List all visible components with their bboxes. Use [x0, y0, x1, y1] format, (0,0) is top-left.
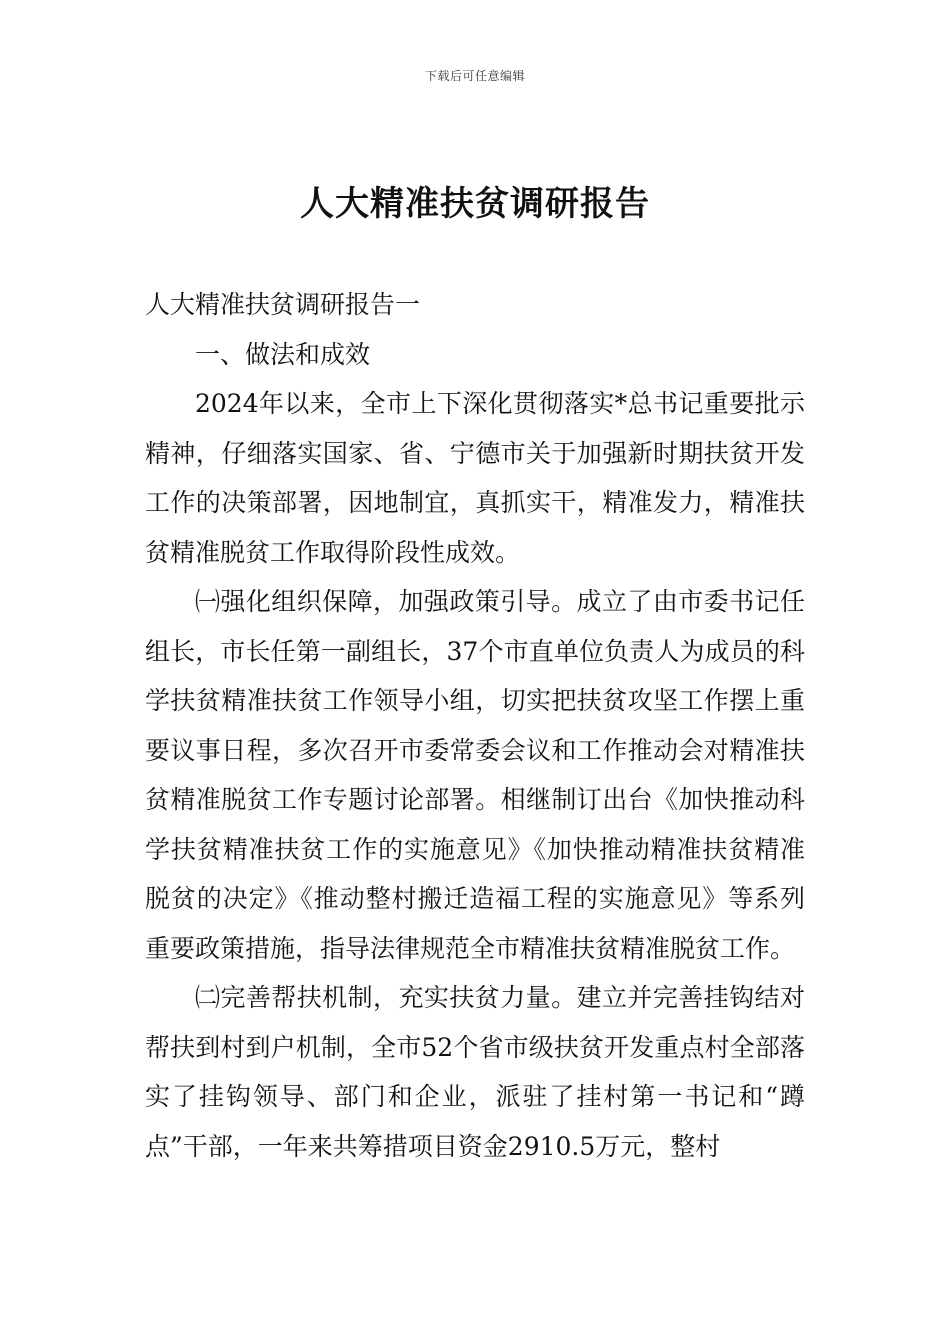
page-header-note: 下载后可任意编辑 [424, 69, 525, 83]
document-title: 人大精准扶贫调研报告 [300, 184, 650, 224]
paragraph: ㈡完善帮扶机制，充实扶贫力量。建立并完善挂钩结对帮扶到村到户机制，全市52个省市级扶贫开发重点村全部落实了挂钩领导、部门和企业，派驻了挂村第一书记和“蹲点”干部，一年来共筹措项目资金2910.5万元，整村 [145, 983, 805, 1161]
section-heading: 一、做法和成效 [195, 339, 371, 369]
paragraph: 2024年以来，全市上下深化贯彻落实*总书记重要批示精神，仔细落实国家、省、宁德市关于加强新时期扶贫开发工作的决策部署，因地制宜，真抓实干，精准发力，精准扶贫精准脱贫工作取得阶段性成效。 [145, 389, 805, 567]
document-body [145, 280, 805, 1171]
paragraph: ㈠强化组织保障，加强政策引导。成立了由市委书记任组长，市长任第一副组长，37个市直单位负责人为成员的科学扶贫精准扶贫工作领导小组，切实把扶贫攻坚工作摆上重要议事日程，多次召开市委常委会议和工作推动会对精准扶贫精准脱贫工作专题讨论部署。相继制订出台《加快推动科学扶贫精准扶贫工作的实施意见》《加快推动精准扶贫精准脱贫的决定》《推动整村搬迁造福工程的实施意见》等系列重要政策措施，指导法律规范全市精准扶贫精准脱贫工作。 [145, 587, 805, 963]
document-subtitle: 人大精准扶贫调研报告一 [145, 290, 421, 319]
